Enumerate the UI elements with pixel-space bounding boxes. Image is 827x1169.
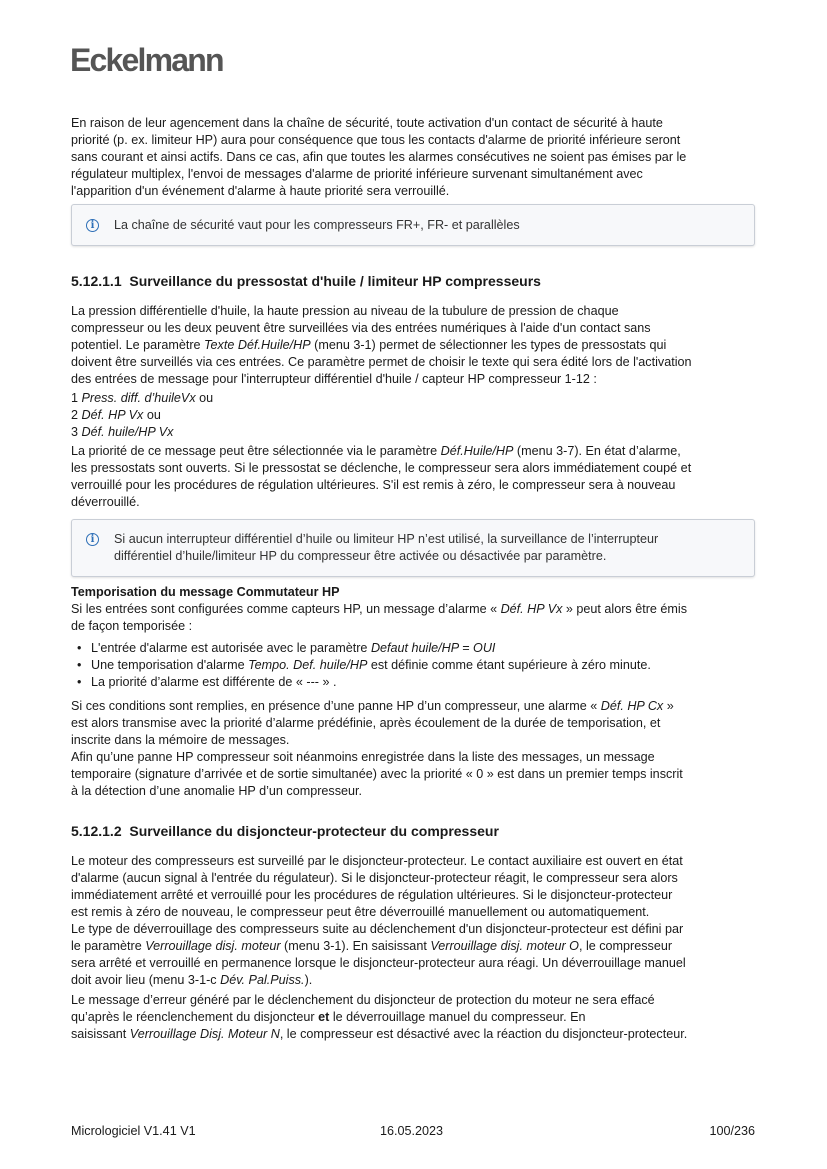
text-run: le paramètre	[71, 939, 146, 953]
bold-text: et	[318, 1010, 330, 1024]
text-run: les pressostats sont ouverts. Si le pressostat se déclenche, le compresseur sera alors immédiatement coupé et	[71, 461, 692, 475]
text-line	[71, 320, 761, 337]
text-run: inscrite dans la mémoire de messages.	[71, 733, 290, 747]
text-line	[71, 715, 761, 732]
text-line	[71, 904, 761, 921]
text-line	[71, 477, 761, 494]
text-run: »	[663, 699, 674, 713]
info-icon: i	[86, 533, 99, 546]
text-run: régulateur multiplex, l'envoi de messages d'alarme de priorité inférieure survenant simultanément avec	[71, 167, 643, 181]
text-line	[71, 407, 761, 424]
parameter-name: Déf. HP Cx	[600, 699, 664, 713]
eckelmann-logo: Eckelmann	[70, 42, 223, 78]
text-run: immédiatement arrêté et verrouillé pour les procédures de régulation ultérieures. Si le disjoncteur-protecteur	[71, 888, 673, 902]
text-line	[71, 460, 761, 477]
text-run: La priorité de ce message peut être sélectionnée via le paramètre	[71, 444, 441, 458]
text-line	[71, 955, 761, 972]
text-run: de façon temporisée :	[71, 619, 193, 633]
text-run: l'apparition d'un événement d'alarme à haute priorité sera verrouillé.	[71, 184, 450, 198]
parameter-name: Dév. Pal.Puiss.	[220, 973, 305, 987]
text-run: verrouillé pour les procédures de régulation ultérieures. S'il est remis à zéro, le compresseur sera à nouveau	[71, 478, 676, 492]
parameter-name: Déf.Huile/HP	[440, 444, 514, 458]
paragraph	[71, 698, 761, 800]
text-line	[71, 887, 761, 904]
text-run: Le message d’erreur généré par le déclenchement du disjoncteur de protection du moteur ne sera effacé	[71, 993, 655, 1007]
list-item	[71, 640, 761, 657]
text-run: des entrées de message pour l'interrupteur différentiel d'huile / capteur HP compresseur 1-12 :	[71, 372, 597, 386]
parameter-name: Déf. HP Vx	[81, 408, 144, 422]
text-line	[71, 132, 761, 149]
text-line	[71, 390, 761, 407]
list-item	[71, 674, 761, 691]
footer-date: 16.05.2023	[380, 1124, 444, 1138]
text-line	[71, 766, 761, 783]
section-heading	[71, 272, 761, 290]
text-line	[71, 921, 761, 938]
text-run: sans courant et ainsi actifs. Dans ce cas, afin que toutes les alarmes consécutives ne soient pas émises par le	[71, 150, 687, 164]
text-run: » peut alors être émis	[562, 602, 688, 616]
text-line	[71, 584, 761, 601]
text-run: ).	[304, 973, 313, 987]
paragraph	[71, 584, 761, 635]
parameter-name: Texte Déf.Huile/HP	[204, 338, 311, 352]
text-line	[71, 853, 761, 870]
text-run: Le type de déverrouillage des compresseurs suite au déclenchement d'un disjoncteur-protecteur est défini par	[71, 922, 684, 936]
text-run: ou	[195, 391, 214, 405]
text-line	[71, 354, 761, 371]
paragraph	[71, 303, 761, 388]
text-line	[71, 303, 761, 320]
text-run: La pression différentielle d'huile, la haute pression au niveau de la tubulure de pression de chaque	[71, 304, 619, 318]
parameter-name: Déf. huile/HP Vx	[81, 425, 174, 439]
text-line	[71, 371, 761, 388]
text-line	[71, 618, 761, 635]
parameter-name: Verrouillage Disj. Moteur N	[129, 1027, 280, 1041]
info-note	[71, 519, 755, 577]
text-line	[71, 115, 761, 132]
footer-page-number: 100/236	[709, 1124, 755, 1138]
text-run: (menu 3-1). En saisissant	[280, 939, 431, 953]
heading-text: 5.12.1.1 Surveillance du pressostat d'huile / limiteur HP compresseurs	[71, 273, 541, 289]
text-line	[71, 938, 761, 955]
parameter-name: Déf. HP Vx	[500, 602, 563, 616]
text-run: temporaire (signature d’arrivée et de sortie simultanée) avec la priorité « 0 » est dans un premier temps inscrit	[71, 767, 683, 781]
info-note	[71, 204, 755, 246]
text-run: , le compresseur	[578, 939, 673, 953]
parameter-name: Press. diff. d’huileVx	[81, 391, 196, 405]
text-run: Le moteur des compresseurs est surveillé par le disjoncteur-protecteur. Le contact auxiliaire est ouvert en état	[71, 854, 683, 868]
bullet-list	[71, 640, 761, 691]
note-text: différentiel d’huile/limiteur HP du compresseur être activée ou désactivée par paramètre.	[114, 549, 607, 563]
section-heading	[71, 822, 761, 840]
text-line	[71, 601, 761, 618]
text-run: le déverrouillage manuel du compresseur. En	[329, 1010, 586, 1024]
text-run: sera arrêté et verrouillé en permanence lorsque le disjoncteur-protecteur aura réagi. Un déverrouillage manuel	[71, 956, 686, 970]
text-line	[71, 972, 761, 989]
text-run: qu’après le réenclenchement du disjoncteur	[71, 1010, 319, 1024]
text-run: (menu 3-7). En état d’alarme,	[513, 444, 681, 458]
text-run: déverrouillé.	[71, 495, 140, 509]
text-line	[71, 783, 761, 800]
text-run: saisissant	[71, 1027, 130, 1041]
text-run: Si les entrées sont configurées comme capteurs HP, un message d’alarme «	[71, 602, 501, 616]
text-run: est remis à zéro de nouveau, le compresseur peut être déverrouillé manuellement ou automatiquement.	[71, 905, 650, 919]
text-line	[71, 732, 761, 749]
text-run: à la détection d’une anomalie HP d’un compresseur.	[71, 784, 363, 798]
text-line	[71, 183, 761, 200]
text-run: , le compresseur est désactivé avec la réaction du disjoncteur-protecteur.	[279, 1027, 688, 1041]
text-line	[71, 1009, 761, 1026]
text-line	[71, 992, 761, 1009]
parameter-name: Verrouillage disj. moteur	[145, 939, 281, 953]
text-run: (menu 3-1) permet de sélectionner les types de pressostats qui	[310, 338, 667, 352]
text-line	[71, 424, 761, 441]
parameter-name: Verrouillage disj. moteur O	[430, 939, 579, 953]
text-run: En raison de leur agencement dans la chaîne de sécurité, toute activation d'un contact de sécurité à haute	[71, 116, 663, 130]
text-line	[71, 870, 761, 887]
paragraph	[71, 390, 761, 441]
text-line	[71, 149, 761, 166]
parameter-name: Defaut huile/HP = OUI	[370, 641, 496, 655]
text-line	[71, 337, 761, 354]
text-line	[71, 443, 761, 460]
text-line	[71, 1026, 761, 1043]
info-icon: i	[86, 219, 99, 232]
text-line	[71, 166, 761, 183]
text-run: Afin qu’une panne HP compresseur soit néanmoins enregistrée dans la liste des messages, un message	[71, 750, 655, 764]
paragraph	[71, 853, 761, 989]
text-line	[71, 749, 761, 766]
note-text: La chaîne de sécurité vaut pour les compresseurs FR+, FR- et parallèles	[114, 218, 520, 232]
text-run: 2	[71, 408, 82, 422]
text-run: L'entrée d'alarme est autorisée avec le paramètre	[91, 641, 371, 655]
text-run: ou	[143, 408, 161, 422]
paragraph	[71, 992, 761, 1043]
text-run: d'alarme (aucun signal à l'entrée du régulateur). Si le disjoncteur-protecteur réagit, le compresseur sera alors	[71, 871, 678, 885]
text-run: La priorité d’alarme est différente de « --- » .	[91, 675, 337, 689]
heading-text: 5.12.1.2 Surveillance du disjoncteur-protecteur du compresseur	[71, 823, 499, 839]
text-run: doit avoir lieu (menu 3-1-c	[71, 973, 221, 987]
paragraph	[71, 443, 761, 511]
bold-text: Temporisation du message Commutateur HP	[71, 585, 340, 599]
text-line	[71, 698, 761, 715]
text-run: potentiel. Le paramètre	[71, 338, 205, 352]
text-run: 1	[71, 391, 82, 405]
text-run: doivent être surveillés via ces entrées. Ce paramètre permet de choisir le texte qui sera édité lors de l'activation	[71, 355, 692, 369]
text-run: compresseur ou les deux peuvent être surveillées via des entrées numériques à l'aide d'un contact sans	[71, 321, 651, 335]
parameter-name: Tempo. Def. huile/HP	[248, 658, 368, 672]
text-line	[71, 494, 761, 511]
paragraph	[71, 115, 761, 200]
text-run: est alors transmise avec la priorité d’alarme prédéfinie, après écoulement de la durée de temporisation, et	[71, 716, 661, 730]
note-text: Si aucun interrupteur différentiel d’huile ou limiteur HP n’est utilisé, la surveillance de l’interrupteur	[114, 532, 659, 546]
footer-version: Micrologiciel V1.41 V1	[71, 1124, 196, 1138]
text-run: priorité (p. ex. limiteur HP) aura pour conséquence que tous les contacts d'alarme de priorité inférieure seront	[71, 133, 681, 147]
text-run: Une temporisation d'alarme	[91, 658, 249, 672]
list-item	[71, 657, 761, 674]
text-run: Si ces conditions sont remplies, en présence d’une panne HP d’un compresseur, une alarme «	[71, 699, 601, 713]
text-run: 3	[71, 425, 82, 439]
text-run: est définie comme étant supérieure à zéro minute.	[367, 658, 651, 672]
